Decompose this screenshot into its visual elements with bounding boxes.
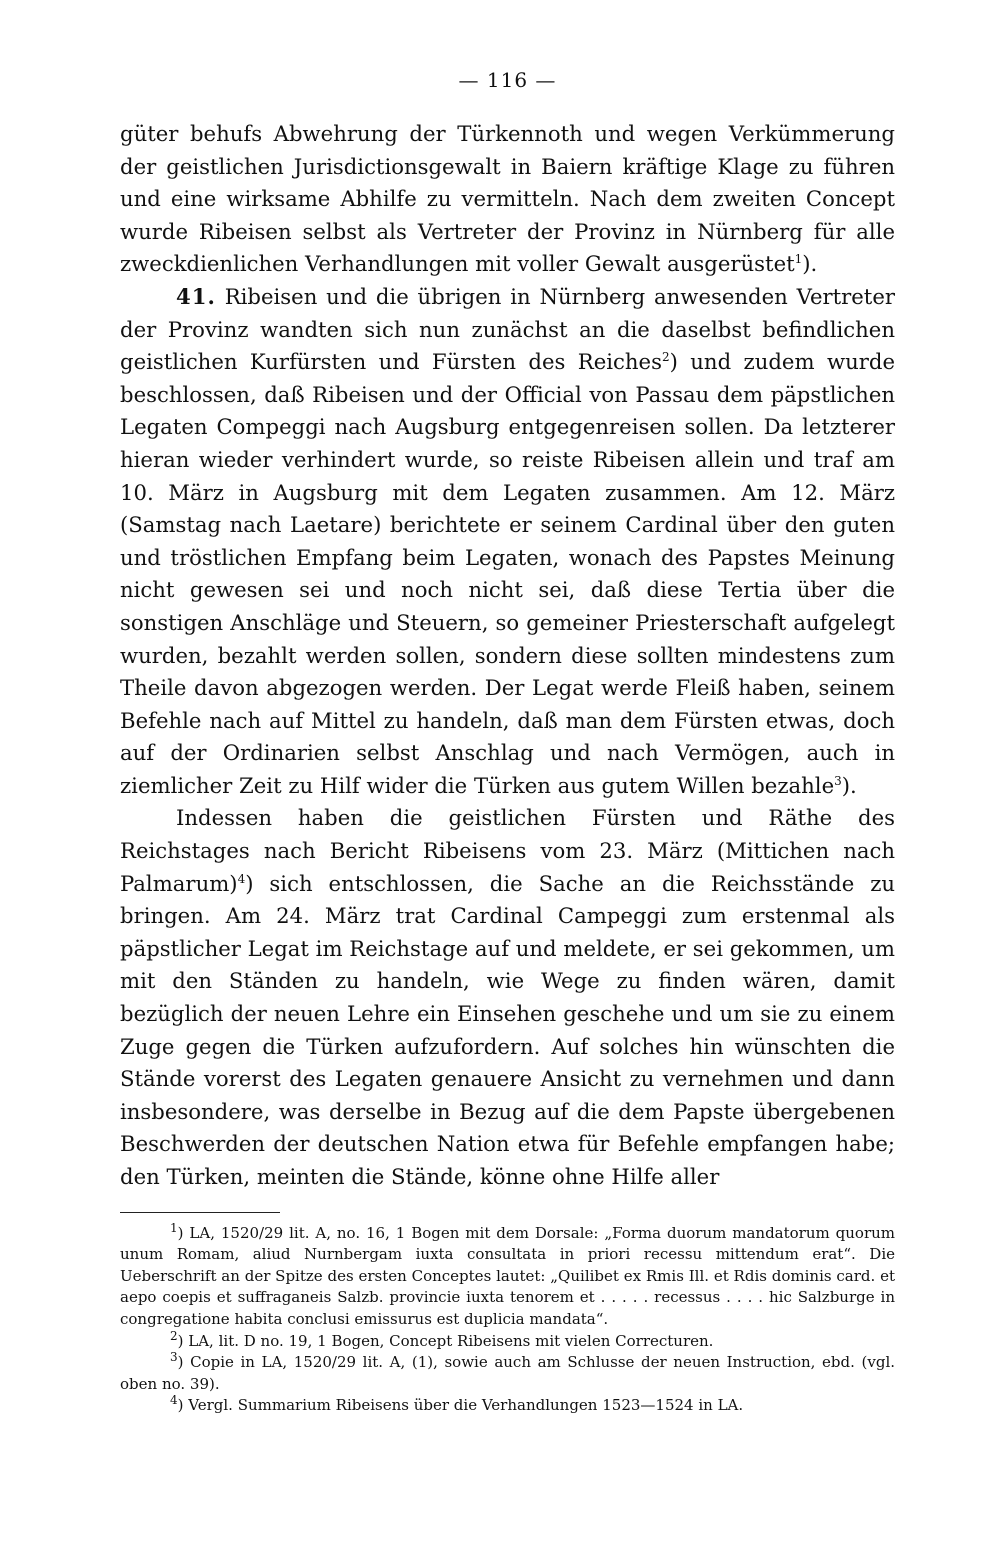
paragraph-1: [120, 118, 895, 281]
paragraph-3-cont: Cardinal Campeggi zum erstenmal als päpstlicher Legat im Reichstage auf und meldete, er sei gekommen, um mit den Ständen zu handeln, wie Wege zu finden wären, damit bezüglich der neuen Lehre ein Einsehen geschehe und um sie zu einem Zuge gegen die Türken aufzufordern. Auf solches hin wünschten die Stände vorerst des Legaten genauere Ansicht zu vernehmen und dann insbesondere, was derselbe in Bezug auf die dem Papste übergebenen Beschwerden der deutschen Nation etwa für Befehle empfangen habe; den Türken, meinten die Stände, könne ohne Hilfe aller: [120, 903, 895, 1189]
footnote-1-text: LA, 1520/29 lit. A, no. 16, 1 Bogen mit dem Dorsale: „Forma duorum mandatorum quorum unum Romam, aliud Nurnbergam iuxta consultata in priori recessu mittendum erat“. Die Ueberschrift an der Spitze des ersten Conceptes lautet: „Quilibet ex Rmis Ill. et Rdis dominis card. et aepo coepis et suffraganeis Salzb. provincie iuxta tenorem et . . . . . recessus . . . . hic Salzburge in congregatione habita conclusi emissurus est duplicia mandata“.: [120, 1223, 895, 1328]
footnote-1: $^1$) LA, 1520/29 lit. A, no. 16, 1 Bogen mit dem Dorsale: „Forma duorum mandatorum quorum unum Romam, aliud Nurnbergam iuxta consultata in priori recessu mittendum erat“. Die Ueberschrift an der Spitze des ersten Conceptes lautet: „Quilibet ex Rmis Ill. et Rdis dominis card. et aepo coepis et suffraganeis Salzb. provincie iuxta tenorem et . . . . . recessus . . . . hic Salzburge in congregatione habita conclusi emissurus est duplicia mandata“.: [120, 1220, 895, 1328]
footnote-ref-2: 2: [661, 350, 670, 365]
footnote-4: $^4$) Vergl. Summarium Ribeisens über die Verhandlungen 1523—1524 in LA.: [170, 1393, 744, 1415]
paragraph-2-rest: ) und zudem wurde beschlossen, daß Ribeisen und der Official von Passau dem päpstlichen Legaten Compeggi nach Augsburg entgegenreisen sollen. Da letzterer hieran wieder verhindert wurde, so reiste Ribeisen allein und traf am 10. März in Augsburg mit dem Legaten zusammen. Am 12. März (Samstag nach Laetare) berichtete er seinem Cardinal über den guten und tröstlichen Empfang beim Legaten, wonach des Papstes Meinung nicht gewesen sei und noch nicht sei, daß diese Tertia über die sonstigen Anschläge und Steuern, so gemeiner Priesterschaft aufgelegt wurden, bezahlt werden sollen, sondern diese sollten mindestens zum Theile davon abgezogen werden. Der Legat werde Fleiß haben, seinem Befehle nach auf Mittel zu handeln, daß man dem Fürsten etwas, doch auf der Ordinarien selbst Anschlag und nach Vermögen, auch in ziemlicher Zeit zu Hilf wider die Türken aus gutem Willen bezahle: [120, 349, 895, 798]
paragraph-3: [120, 802, 895, 1193]
footnote-ref-4: 4: [237, 871, 246, 886]
paragraph-2-text: Ribeisen und die übrigen in Nürnberg anwesenden Vertreter der Provinz wandten sich nun zunächst an die daselbst befindlichen geistlichen Kurfürsten und Fürsten des Reiches: [120, 283, 895, 375]
footnote-2-text: LA, lit. D no. 19, 1 Bogen, Concept Ribeisens mit vielen Correcturen.: [188, 1331, 714, 1350]
page-number: — 116 —: [458, 68, 557, 92]
footnote-ref-1: 1: [794, 252, 803, 267]
section-number: 41.: [176, 283, 216, 309]
footnotes: [120, 1220, 896, 1417]
paragraph-3-rest: ) sich entschlossen, die Sache an die Reichsstände zu bringen. Am 24. März trat: [120, 870, 895, 929]
paragraph-3-text: Indessen haben die geistlichen Fürsten und Räthe des Reichstages nach Bericht Ribeisens vom 23. März (Mittichen nach Palmarum): [120, 805, 895, 896]
footnote-ref-3: 3: [834, 773, 842, 788]
footnote-3-text: Copie in LA, 1520/29 lit. A, (1), sowie auch am Schlusse der neuen Instruction, ebd. (vgl. oben no. 39).: [120, 1353, 896, 1393]
paragraph-2-end: ).: [841, 772, 857, 798]
footnote-2: $^2$) LA, lit. D no. 19, 1 Bogen, Concept Ribeisens mit vielen Correcturen.: [170, 1328, 714, 1350]
footnote-mark-1: 1: [170, 1220, 178, 1235]
footnote-mark-2: 2: [170, 1328, 178, 1343]
main-text: [120, 118, 895, 1194]
footnote-divider: [120, 1212, 280, 1213]
footnote-3: $^3$) Copie in LA, 1520/29 lit. A, (1), sowie auch am Schlusse der neuen Instruction, ebd. (vgl. oben no. 39).: [120, 1350, 896, 1393]
book-page: [120, 60, 895, 1417]
paragraph-1-text: güter behufs Abwehrung der Türkennoth und wegen Verkümmerung der geistlichen Jurisdictionsgewalt in Baiern kräftige Klage zu führen und eine wirksame Abhilfe zu vermitteln. Nach dem zweiten Concept wurde Ribeisen selbst als Vertreter der Provinz in Nürnberg für alle zweckdienlichen Verhandlungen mit voller Gewalt ausgerüstet: [120, 121, 895, 277]
footnote-mark-4: 4: [170, 1393, 178, 1408]
paragraph-1-end: ).: [802, 251, 818, 277]
footnote-4-text: Vergl. Summarium Ribeisens über die Verhandlungen 1523—1524 in LA.: [188, 1396, 744, 1415]
paragraph-2: [120, 281, 895, 803]
footnote-mark-3: 3: [170, 1350, 178, 1365]
